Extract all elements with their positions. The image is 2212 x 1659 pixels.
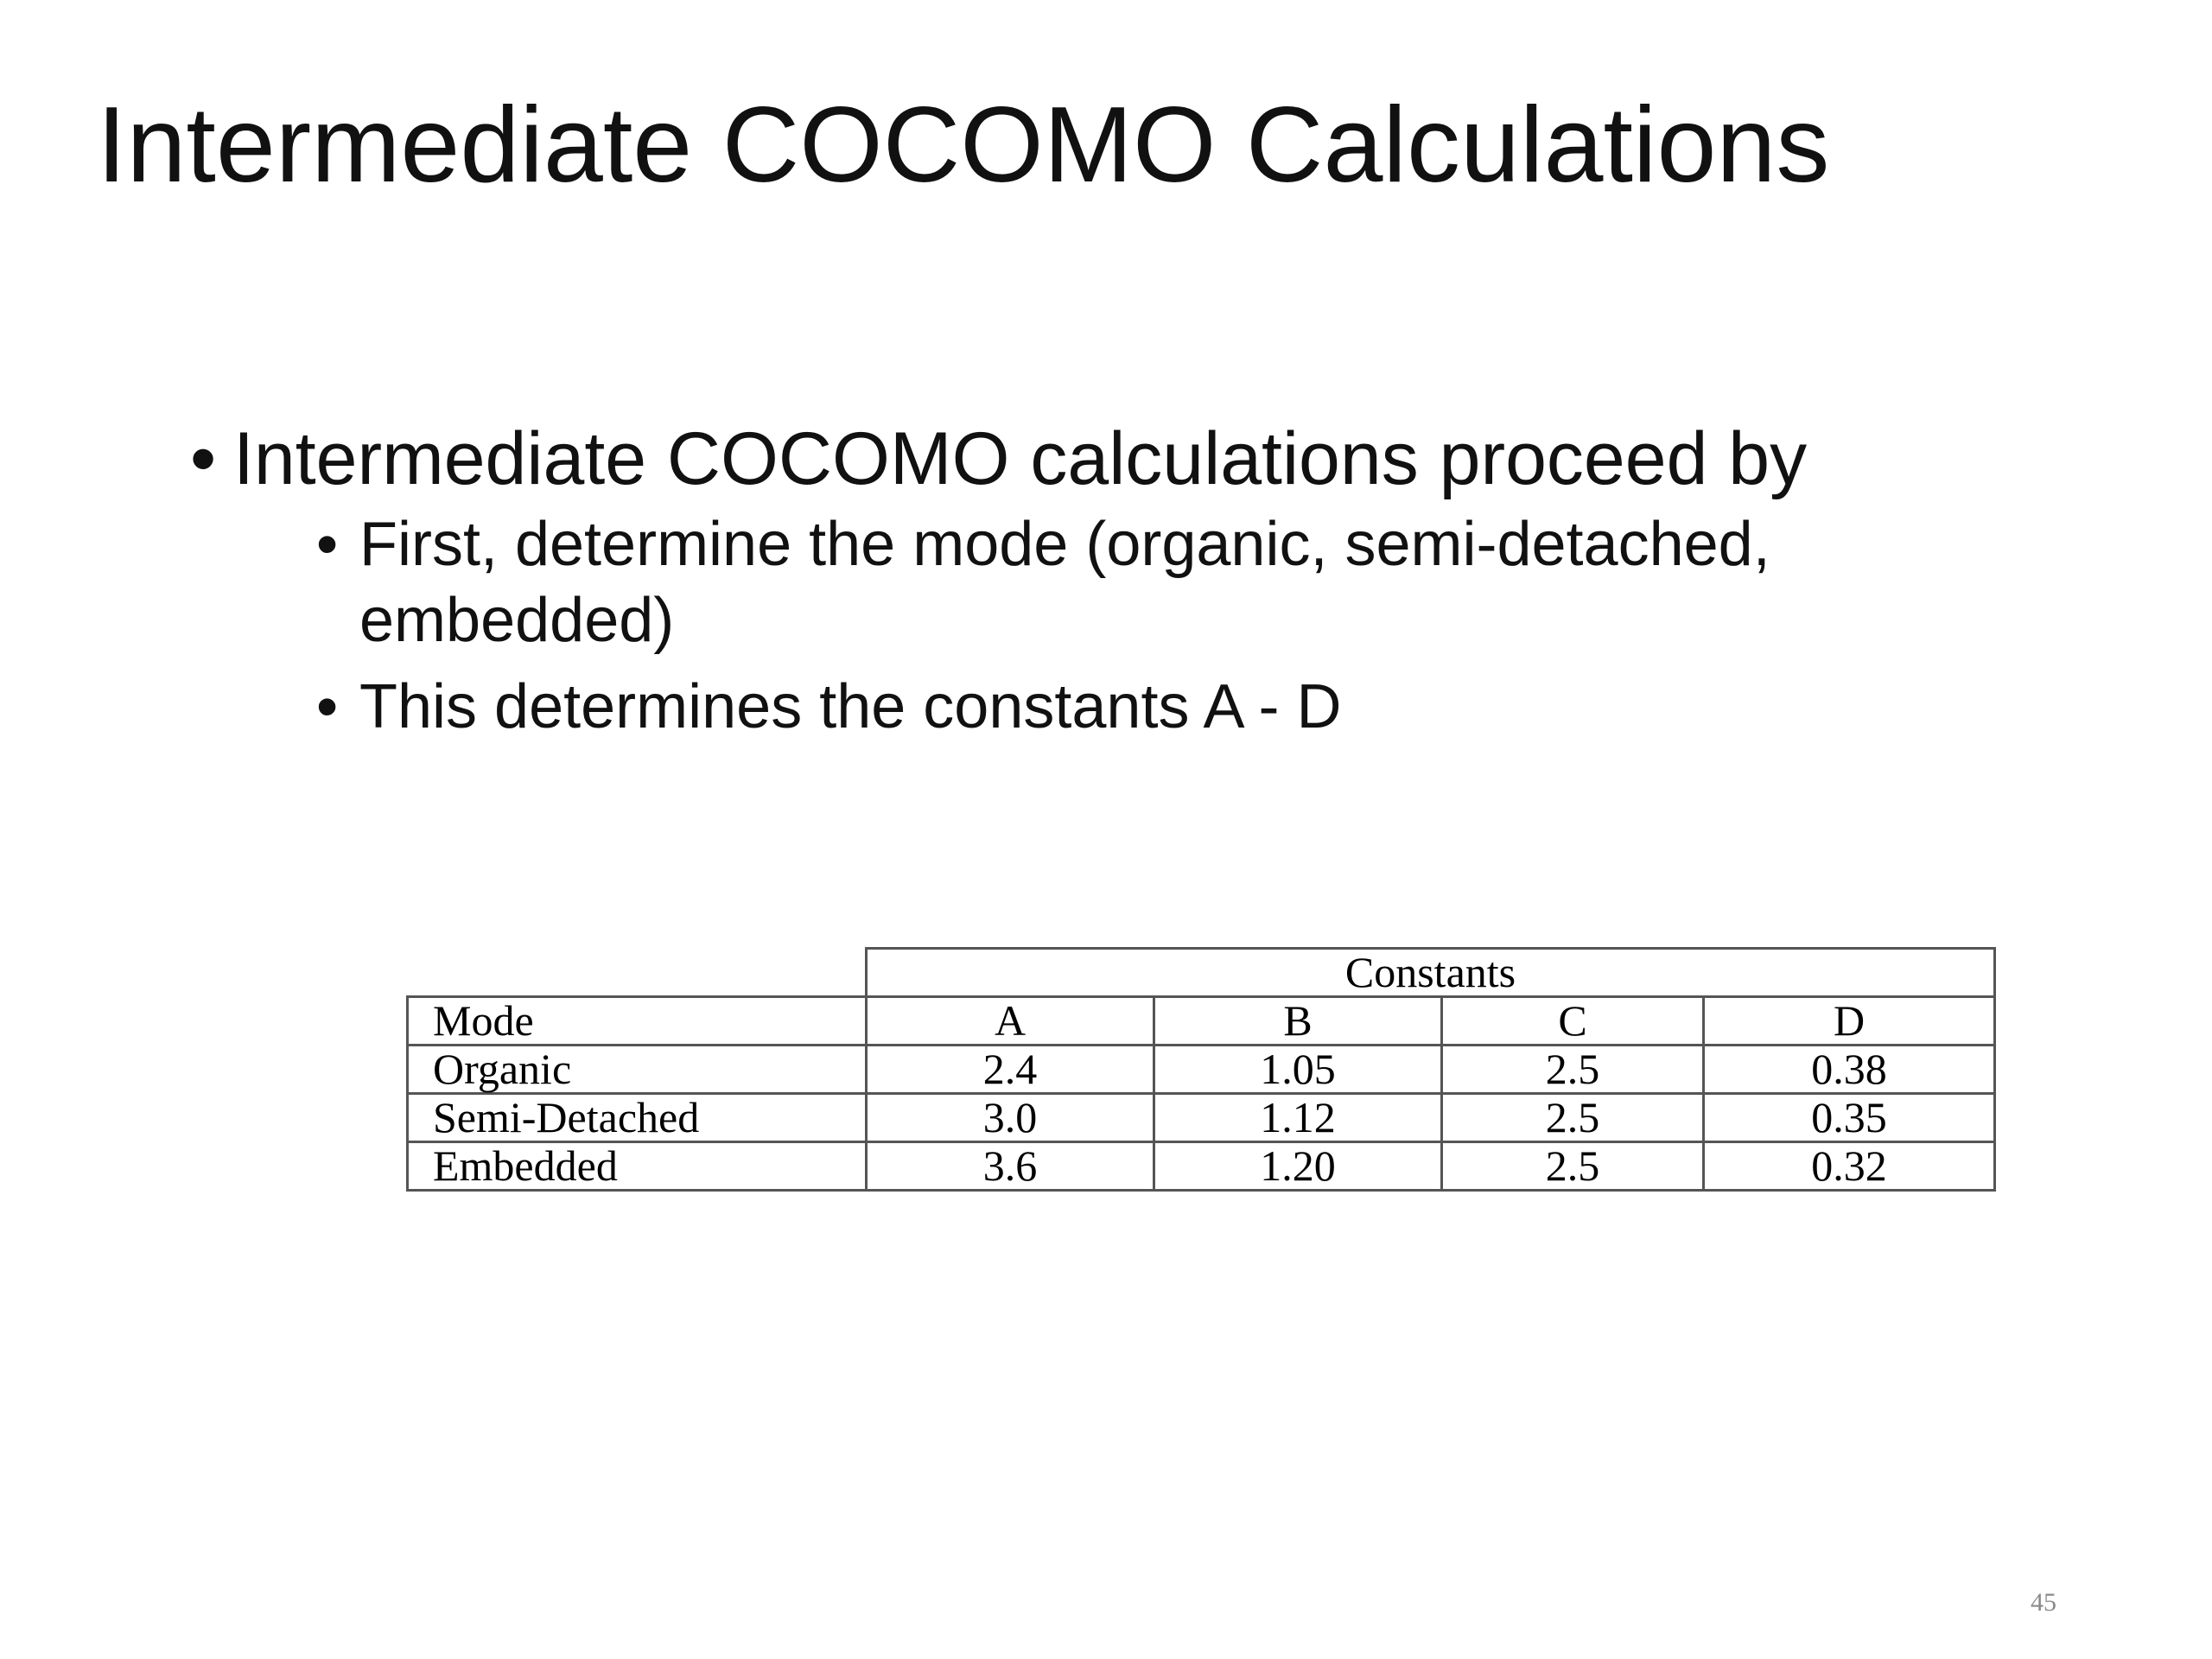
column-header-b: B [1154, 997, 1442, 1046]
table-header-row [408, 997, 1995, 1046]
value-cell-a: 3.6 [867, 1142, 1154, 1191]
mode-cell: Semi-Detached [408, 1094, 867, 1142]
page-number: 45 [2031, 1588, 2056, 1617]
sub-bullet-constants: • This determines the constants A - D [233, 670, 2079, 746]
bullet-list [190, 415, 1987, 756]
column-header-c: C [1442, 997, 1704, 1046]
value-cell-d: 0.35 [1704, 1094, 1995, 1142]
table-group-header-row [408, 949, 1995, 997]
sub-bullet-list [233, 507, 1987, 745]
mode-cell: Embedded [408, 1142, 867, 1191]
constants-group-header: Constants [867, 949, 1995, 997]
table-row [408, 1094, 1995, 1142]
value-cell-b: 1.12 [1154, 1094, 1442, 1142]
bullet-main [190, 415, 1987, 746]
value-cell-b: 1.20 [1154, 1142, 1442, 1191]
slide-title: Intermediate COCOMO Calculations [97, 86, 1830, 205]
value-cell-b: 1.05 [1154, 1046, 1442, 1094]
constants-table [406, 947, 1996, 1192]
table-row [408, 1046, 1995, 1094]
column-header-a: A [867, 997, 1154, 1046]
table-row [408, 1142, 1995, 1191]
mode-cell: Organic [408, 1046, 867, 1094]
sub-bullet-mode: • First, determine the mode (organic, semi-detached, embedded) [233, 507, 2079, 659]
column-header-d: D [1704, 997, 1995, 1046]
value-cell-c: 2.5 [1442, 1142, 1704, 1191]
value-cell-c: 2.5 [1442, 1094, 1704, 1142]
value-cell-d: 0.38 [1704, 1046, 1995, 1094]
value-cell-d: 0.32 [1704, 1142, 1995, 1191]
value-cell-a: 3.0 [867, 1094, 1154, 1142]
bullet-main-text: Intermediate COCOMO calculations proceed by [233, 417, 1808, 500]
value-cell-a: 2.4 [867, 1046, 1154, 1094]
table-blank-cell [408, 949, 867, 997]
value-cell-c: 2.5 [1442, 1046, 1704, 1094]
column-header-mode: Mode [408, 997, 867, 1046]
